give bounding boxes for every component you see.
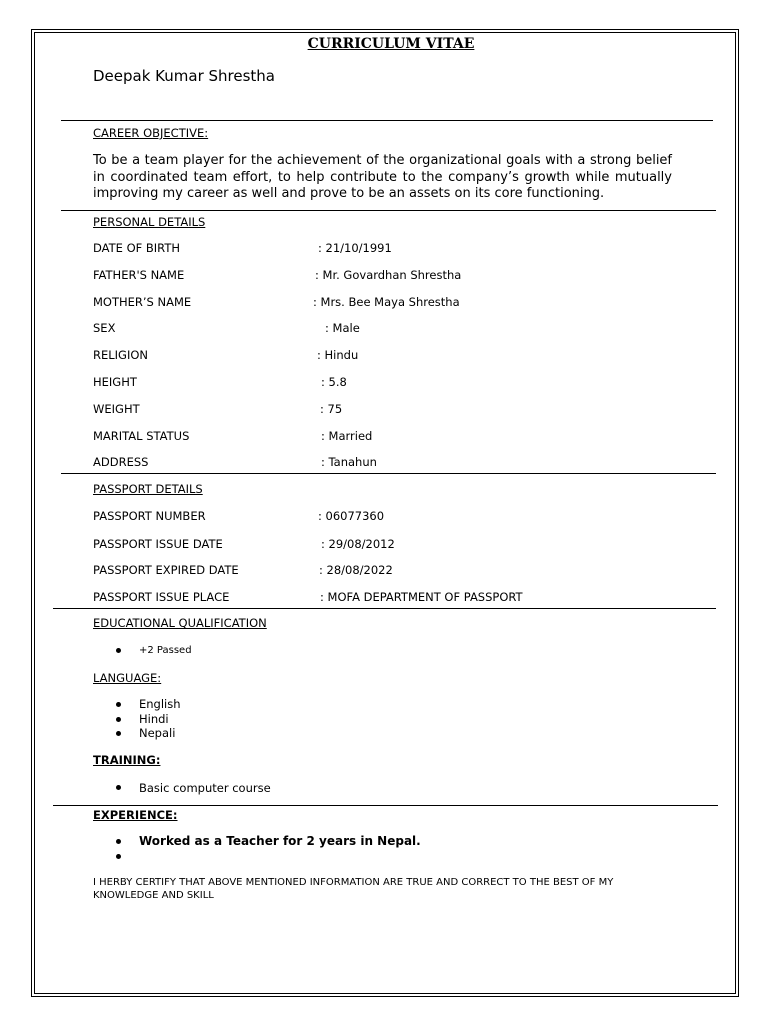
detail-value: : 75 <box>320 402 343 416</box>
career-objective-text: To be a team player for the achievement of the organizational goals with a strong belief in coordinated team effort, to help contribute to the company’s growth while mutually improving my career as well and prove to be an assets on its core functioning. <box>93 153 672 201</box>
bullet-icon <box>116 785 121 790</box>
passport-value: : MOFA DEPARTMENT OF PASSPORT <box>320 590 523 604</box>
bullet-icon <box>116 731 121 736</box>
language-item: Nepali <box>139 726 176 740</box>
career-objective-heading: CAREER OBJECTIVE: <box>93 126 209 140</box>
detail-label: RELIGION <box>93 348 149 362</box>
personal-details-heading: PERSONAL DETAILS <box>93 215 206 229</box>
document-title: CURRICULUM VITAE <box>307 36 475 52</box>
language-item: Hindi <box>139 712 169 726</box>
passport-label: PASSPORT NUMBER <box>93 509 206 523</box>
certification-line: I HERBY CERTIFY THAT ABOVE MENTIONED INFORMATION ARE TRUE AND CORRECT TO THE BEST OF MY <box>93 877 614 888</box>
passport-label: PASSPORT EXPIRED DATE <box>93 563 239 577</box>
passport-details-heading: PASSPORT DETAILS <box>93 482 203 496</box>
bullet-icon <box>116 839 121 844</box>
divider <box>61 473 716 474</box>
detail-value: : Mr. Govardhan Shrestha <box>315 268 462 282</box>
detail-value: : 5.8 <box>321 375 347 389</box>
candidate-name: Deepak Kumar Shrestha <box>93 67 275 85</box>
divider <box>61 120 713 121</box>
certification-line: KNOWLEDGE AND SKILL <box>93 890 214 901</box>
detail-label: ADDRESS <box>93 455 149 469</box>
language-item: English <box>139 697 181 711</box>
passport-label: PASSPORT ISSUE PLACE <box>93 590 230 604</box>
training-heading: TRAINING: <box>93 753 161 767</box>
detail-value: : Mrs. Bee Maya Shrestha <box>313 295 460 309</box>
detail-label: FATHER'S NAME <box>93 268 185 282</box>
detail-label: WEIGHT <box>93 402 140 416</box>
passport-label: PASSPORT ISSUE DATE <box>93 537 223 551</box>
bullet-icon <box>116 717 121 722</box>
passport-value: : 28/08/2022 <box>319 563 393 577</box>
experience-item: Worked as a Teacher for 2 years in Nepal. <box>139 834 421 848</box>
divider <box>53 608 716 609</box>
detail-label: DATE OF BIRTH <box>93 241 181 255</box>
divider <box>61 210 716 211</box>
passport-value: : 29/08/2012 <box>321 537 395 551</box>
detail-value: : Married <box>321 429 373 443</box>
passport-value: : 06077360 <box>318 509 385 523</box>
bullet-icon <box>116 702 121 707</box>
detail-value: : Hindu <box>317 348 359 362</box>
detail-label: SEX <box>93 321 116 335</box>
detail-label: HEIGHT <box>93 375 137 389</box>
detail-label: MARITAL STATUS <box>93 429 190 443</box>
divider <box>53 805 718 806</box>
education-item: +2 Passed <box>139 645 192 656</box>
education-heading: EDUCATIONAL QUALIFICATION <box>93 616 267 630</box>
bullet-icon <box>116 854 121 859</box>
bullet-icon <box>116 648 121 653</box>
experience-heading: EXPERIENCE: <box>93 808 178 822</box>
detail-value: : Male <box>325 321 360 335</box>
language-heading: LANGUAGE: <box>93 671 162 685</box>
training-item: Basic computer course <box>139 781 271 795</box>
detail-label: MOTHER’S NAME <box>93 295 192 309</box>
detail-value: : 21/10/1991 <box>318 241 392 255</box>
detail-value: : Tanahun <box>321 455 377 469</box>
